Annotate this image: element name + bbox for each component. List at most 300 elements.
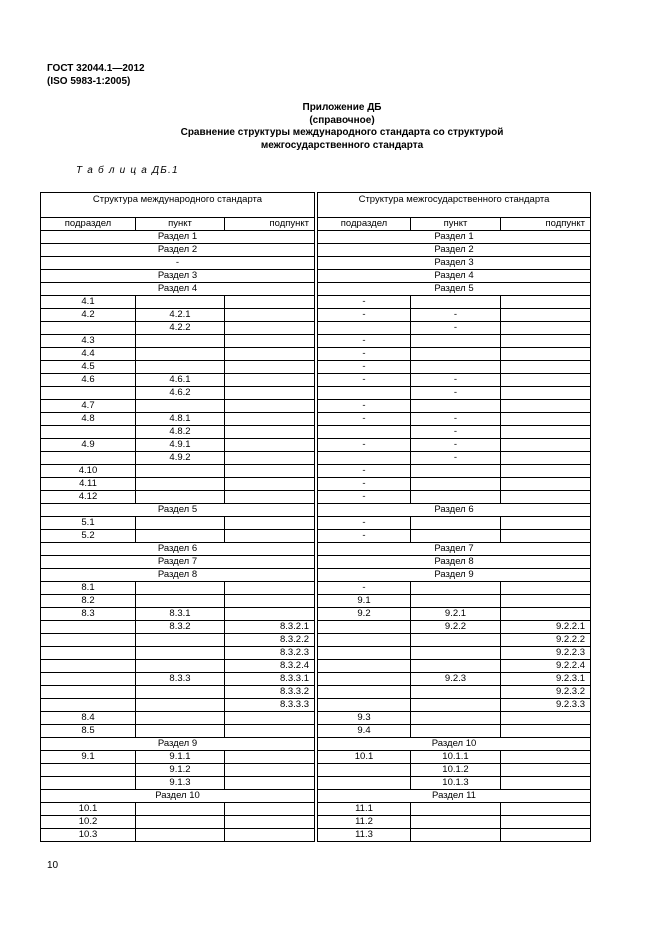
- table-label: Т а б л и ц а ДБ.1: [76, 165, 179, 176]
- table-cell: -: [318, 335, 411, 348]
- table-row: [41, 647, 591, 660]
- section-cell: Раздел 7: [318, 543, 591, 556]
- table-cell: 8.3.2: [136, 621, 225, 634]
- table-cell: 4.8.2: [136, 426, 225, 439]
- table-row: [41, 439, 591, 452]
- col-header: подпункт: [225, 218, 315, 231]
- table-cell: [501, 595, 591, 608]
- table-cell: [411, 517, 501, 530]
- table-cell: [501, 530, 591, 543]
- table-row: [41, 244, 591, 257]
- table-cell: -: [318, 348, 411, 361]
- table-cell: -: [411, 387, 501, 400]
- table-cell: [501, 361, 591, 374]
- table-row: [41, 283, 591, 296]
- page-number: 10: [47, 860, 59, 871]
- table-cell: 9.2: [318, 608, 411, 621]
- header-interstate: Структура межгосударственного стандарта: [318, 193, 591, 218]
- table-cell: [41, 699, 136, 712]
- table-cell: [136, 335, 225, 348]
- table-cell: [225, 491, 315, 504]
- table-cell: 8.3.3.2: [225, 686, 315, 699]
- table-cell: -: [411, 452, 501, 465]
- table-cell: [41, 686, 136, 699]
- table-row: [41, 231, 591, 244]
- section-cell: Раздел 1: [318, 231, 591, 244]
- table-cell: 11.3: [318, 829, 411, 842]
- section-cell: Раздел 4: [318, 270, 591, 283]
- table-cell: 8.5: [41, 725, 136, 738]
- table-cell: [41, 322, 136, 335]
- annex-heading-line1: Сравнение структуры международного стандарта со структурой: [180, 127, 504, 138]
- table-cell: [136, 348, 225, 361]
- table-cell: [501, 608, 591, 621]
- table-cell: 9.2.3: [411, 673, 501, 686]
- table-cell: [225, 296, 315, 309]
- table-cell: 4.12: [41, 491, 136, 504]
- table-row: [41, 322, 591, 335]
- table-cell: 4.9: [41, 439, 136, 452]
- table-cell: -: [318, 374, 411, 387]
- table-cell: [136, 530, 225, 543]
- table-row: [41, 686, 591, 699]
- table-cell: 9.2.2.2: [501, 634, 591, 647]
- table-row: [41, 426, 591, 439]
- table-cell: [41, 660, 136, 673]
- table-cell: [411, 595, 501, 608]
- table-cell: [225, 608, 315, 621]
- table-cell: [225, 309, 315, 322]
- table-row: [41, 348, 591, 361]
- table-cell: 8.3.2.3: [225, 647, 315, 660]
- table-cell: [41, 426, 136, 439]
- table-cell: -: [318, 465, 411, 478]
- section-cell: Раздел 10: [318, 738, 591, 751]
- table-cell: 4.6.2: [136, 387, 225, 400]
- table-cell: [41, 621, 136, 634]
- table-cell: -: [318, 478, 411, 491]
- table-cell: [225, 361, 315, 374]
- table-cell: [501, 413, 591, 426]
- table-row: [41, 374, 591, 387]
- table-cell: 9.4: [318, 725, 411, 738]
- table-row: [41, 530, 591, 543]
- table-cell: 9.2.3.2: [501, 686, 591, 699]
- table-cell: [501, 491, 591, 504]
- table-cell: [411, 400, 501, 413]
- table-row: [41, 478, 591, 491]
- table-cell: [225, 452, 315, 465]
- table-cell: -: [411, 413, 501, 426]
- table-row: [41, 465, 591, 478]
- table-cell: 10.1.3: [411, 777, 501, 790]
- table-cell: [318, 322, 411, 335]
- table-cell: [41, 634, 136, 647]
- table-cell: [318, 660, 411, 673]
- table-cell: [225, 777, 315, 790]
- section-cell: Раздел 7: [41, 556, 315, 569]
- table-cell: 9.2.2.3: [501, 647, 591, 660]
- table-cell: [136, 686, 225, 699]
- table-cell: [411, 712, 501, 725]
- annex-kind: (справочное): [309, 114, 375, 126]
- table-cell: 9.1: [41, 751, 136, 764]
- col-header: пункт: [411, 218, 501, 231]
- section-cell: Раздел 2: [41, 244, 315, 257]
- table-cell: 4.10: [41, 465, 136, 478]
- table-row: [41, 582, 591, 595]
- table-cell: [136, 491, 225, 504]
- section-cell: Раздел 4: [41, 283, 315, 296]
- table-cell: [411, 582, 501, 595]
- table-cell: 4.11: [41, 478, 136, 491]
- table-row: [41, 725, 591, 738]
- table-cell: [225, 595, 315, 608]
- table-row: [41, 309, 591, 322]
- table-cell: [225, 803, 315, 816]
- annex-heading-line2: межгосударственного стандарта: [260, 139, 424, 151]
- section-cell: Раздел 3: [41, 270, 315, 283]
- table-cell: [501, 426, 591, 439]
- table-cell: [136, 660, 225, 673]
- table-cell: [136, 725, 225, 738]
- section-cell: -: [41, 257, 315, 270]
- table-row: [41, 270, 591, 283]
- table-cell: -: [411, 374, 501, 387]
- table-cell: 4.8.1: [136, 413, 225, 426]
- table-cell: [501, 465, 591, 478]
- table-cell: [225, 582, 315, 595]
- table-cell: [136, 465, 225, 478]
- section-cell: Раздел 8: [318, 556, 591, 569]
- table-cell: -: [411, 439, 501, 452]
- table-cell: 9.2.2: [411, 621, 501, 634]
- section-cell: Раздел 5: [41, 504, 315, 517]
- table-cell: [225, 465, 315, 478]
- table-cell: -: [411, 309, 501, 322]
- table-cell: [501, 582, 591, 595]
- table-cell: 8.1: [41, 582, 136, 595]
- table-cell: -: [318, 582, 411, 595]
- table-cell: 4.2.1: [136, 309, 225, 322]
- table-row: [41, 413, 591, 426]
- table-cell: 9.1.1: [136, 751, 225, 764]
- table-cell: [411, 725, 501, 738]
- table-cell: [411, 530, 501, 543]
- table-cell: [136, 699, 225, 712]
- table-cell: [501, 335, 591, 348]
- table-cell: [318, 699, 411, 712]
- table-cell: [411, 335, 501, 348]
- table-cell: [501, 452, 591, 465]
- table-cell: [41, 647, 136, 660]
- section-cell: Раздел 2: [318, 244, 591, 257]
- table-cell: [225, 725, 315, 738]
- table-row: [41, 569, 591, 582]
- table-cell: [501, 777, 591, 790]
- table-row: [41, 504, 591, 517]
- table-cell: [225, 426, 315, 439]
- table-cell: [225, 439, 315, 452]
- table-cell: [136, 361, 225, 374]
- table-cell: 4.6: [41, 374, 136, 387]
- table-row: [41, 595, 591, 608]
- table-cell: 4.8: [41, 413, 136, 426]
- table-row: [41, 712, 591, 725]
- table-cell: 5.1: [41, 517, 136, 530]
- section-cell: Раздел 3: [318, 257, 591, 270]
- section-cell: Раздел 8: [41, 569, 315, 582]
- table-cell: 8.3.2.4: [225, 660, 315, 673]
- col-header: подраздел: [318, 218, 411, 231]
- table-cell: [411, 699, 501, 712]
- table-cell: -: [318, 296, 411, 309]
- table-cell: 4.2: [41, 309, 136, 322]
- table-row: [41, 634, 591, 647]
- table-cell: 9.2.3.1: [501, 673, 591, 686]
- table-cell: [411, 361, 501, 374]
- table-cell: [225, 816, 315, 829]
- iso-code: (ISO 5983-1:2005): [47, 76, 131, 87]
- table-cell: [501, 517, 591, 530]
- table-cell: 11.1: [318, 803, 411, 816]
- table-cell: [225, 322, 315, 335]
- table-cell: [411, 478, 501, 491]
- table-row: [41, 751, 591, 764]
- table-cell: 9.2.3.3: [501, 699, 591, 712]
- table-cell: [225, 400, 315, 413]
- table-cell: [411, 686, 501, 699]
- table-cell: [411, 803, 501, 816]
- table-cell: [225, 764, 315, 777]
- table-row: [41, 803, 591, 816]
- table-cell: [41, 764, 136, 777]
- table-cell: [501, 829, 591, 842]
- table-cell: 9.1.2: [136, 764, 225, 777]
- table-cell: [225, 829, 315, 842]
- comparison-table: [40, 192, 591, 842]
- table-row: [41, 790, 591, 803]
- table-cell: 10.1: [318, 751, 411, 764]
- table-cell: 10.1.1: [411, 751, 501, 764]
- table-row: [41, 608, 591, 621]
- table-cell: 5.2: [41, 530, 136, 543]
- table-cell: [225, 374, 315, 387]
- table-cell: 11.2: [318, 816, 411, 829]
- table-cell: [411, 491, 501, 504]
- table-cell: 9.3: [318, 712, 411, 725]
- table-cell: 8.4: [41, 712, 136, 725]
- table-cell: 8.3.3.1: [225, 673, 315, 686]
- table-cell: -: [318, 400, 411, 413]
- table-cell: [411, 348, 501, 361]
- table-row: [41, 621, 591, 634]
- table-row: [41, 764, 591, 777]
- table-cell: 4.1: [41, 296, 136, 309]
- table-cell: -: [318, 361, 411, 374]
- table-row: [41, 335, 591, 348]
- table-row: [41, 257, 591, 270]
- table-cell: 9.1: [318, 595, 411, 608]
- table-cell: [136, 816, 225, 829]
- table-cell: [41, 452, 136, 465]
- table-row: [41, 829, 591, 842]
- standard-code: ГОСТ 32044.1—2012: [47, 63, 145, 74]
- table-cell: -: [318, 530, 411, 543]
- table-cell: 8.3.2.1: [225, 621, 315, 634]
- table-cell: [501, 816, 591, 829]
- table-cell: [225, 478, 315, 491]
- table-cell: 10.2: [41, 816, 136, 829]
- section-cell: Раздел 6: [41, 543, 315, 556]
- table-cell: [501, 712, 591, 725]
- table-cell: 4.5: [41, 361, 136, 374]
- table-cell: 4.6.1: [136, 374, 225, 387]
- annex-title: [40, 102, 644, 152]
- table-cell: -: [411, 322, 501, 335]
- table-cell: [225, 335, 315, 348]
- table-cell: 8.3: [41, 608, 136, 621]
- table-cell: [225, 517, 315, 530]
- table-row: [41, 361, 591, 374]
- table-row: [41, 556, 591, 569]
- table-cell: -: [318, 439, 411, 452]
- table-cell: [136, 517, 225, 530]
- table-cell: [501, 374, 591, 387]
- table-cell: 4.4: [41, 348, 136, 361]
- section-cell: Раздел 1: [41, 231, 315, 244]
- table-cell: [501, 764, 591, 777]
- section-cell: Раздел 5: [318, 283, 591, 296]
- table-cell: [225, 413, 315, 426]
- table-cell: 8.3.3.3: [225, 699, 315, 712]
- table-row: [41, 452, 591, 465]
- table-row: [41, 673, 591, 686]
- col-header: подраздел: [41, 218, 136, 231]
- table-row: [41, 816, 591, 829]
- table-cell: -: [318, 309, 411, 322]
- table-cell: [501, 439, 591, 452]
- table-cell: [411, 647, 501, 660]
- table-cell: [501, 803, 591, 816]
- table-cell: 10.1.2: [411, 764, 501, 777]
- table-cell: 4.9.2: [136, 452, 225, 465]
- table-cell: [136, 803, 225, 816]
- col-header: подпункт: [501, 218, 591, 231]
- table-cell: 9.2.2.1: [501, 621, 591, 634]
- table-cell: [136, 400, 225, 413]
- table-cell: [411, 296, 501, 309]
- table-cell: [136, 647, 225, 660]
- table-row: [41, 400, 591, 413]
- table-cell: [318, 452, 411, 465]
- table-cell: 8.2: [41, 595, 136, 608]
- annex-name: Приложение ДБ: [302, 102, 382, 113]
- table-row: [41, 777, 591, 790]
- table-cell: [41, 673, 136, 686]
- table-row: [41, 296, 591, 309]
- table-cell: 10.3: [41, 829, 136, 842]
- table-cell: [41, 387, 136, 400]
- table-cell: -: [318, 517, 411, 530]
- table-cell: 9.2.1: [411, 608, 501, 621]
- table-row: [41, 491, 591, 504]
- section-cell: Раздел 6: [318, 504, 591, 517]
- table-cell: -: [411, 426, 501, 439]
- section-cell: Раздел 10: [41, 790, 315, 803]
- table-row: [41, 387, 591, 400]
- table-row: [41, 699, 591, 712]
- table-cell: [136, 829, 225, 842]
- table-cell: [318, 764, 411, 777]
- table-cell: [501, 725, 591, 738]
- table-cell: [136, 296, 225, 309]
- table-cell: [411, 660, 501, 673]
- table-cell: [318, 647, 411, 660]
- table-cell: [318, 387, 411, 400]
- table-cell: [318, 634, 411, 647]
- table-cell: [318, 426, 411, 439]
- table-cell: 8.3.2.2: [225, 634, 315, 647]
- table-cell: 4.3: [41, 335, 136, 348]
- table-cell: [136, 634, 225, 647]
- table-cell: [136, 712, 225, 725]
- section-cell: Раздел 9: [318, 569, 591, 582]
- table-cell: [501, 296, 591, 309]
- table-cell: [501, 348, 591, 361]
- table-cell: [225, 530, 315, 543]
- table-cell: [136, 582, 225, 595]
- table-cell: -: [318, 413, 411, 426]
- table-cell: -: [318, 491, 411, 504]
- table-cell: [411, 829, 501, 842]
- table-cell: [501, 387, 591, 400]
- table-cell: [318, 673, 411, 686]
- table-cell: 8.3.1: [136, 608, 225, 621]
- table-cell: 4.7: [41, 400, 136, 413]
- section-cell: Раздел 9: [41, 738, 315, 751]
- table-cell: [318, 686, 411, 699]
- table-cell: [41, 777, 136, 790]
- table-cell: [225, 751, 315, 764]
- table-cell: [501, 309, 591, 322]
- table-cell: [411, 465, 501, 478]
- table-cell: [411, 816, 501, 829]
- table-cell: [136, 595, 225, 608]
- header-international: Структура международного стандарта: [41, 193, 315, 218]
- table-cell: [225, 712, 315, 725]
- table-row: [41, 660, 591, 673]
- table-cell: [136, 478, 225, 491]
- table-cell: 8.3.3: [136, 673, 225, 686]
- table-cell: 4.9.1: [136, 439, 225, 452]
- table-cell: [225, 387, 315, 400]
- table-cell: [411, 634, 501, 647]
- table-cell: [318, 621, 411, 634]
- table-cell: [501, 478, 591, 491]
- table-cell: [501, 751, 591, 764]
- table-cell: 9.1.3: [136, 777, 225, 790]
- section-cell: Раздел 11: [318, 790, 591, 803]
- table-cell: [225, 348, 315, 361]
- table-cell: [501, 322, 591, 335]
- table-row: [41, 517, 591, 530]
- col-header: пункт: [136, 218, 225, 231]
- table-row: [41, 738, 591, 751]
- table-row: [41, 543, 591, 556]
- table-cell: [501, 400, 591, 413]
- table-cell: 4.2.2: [136, 322, 225, 335]
